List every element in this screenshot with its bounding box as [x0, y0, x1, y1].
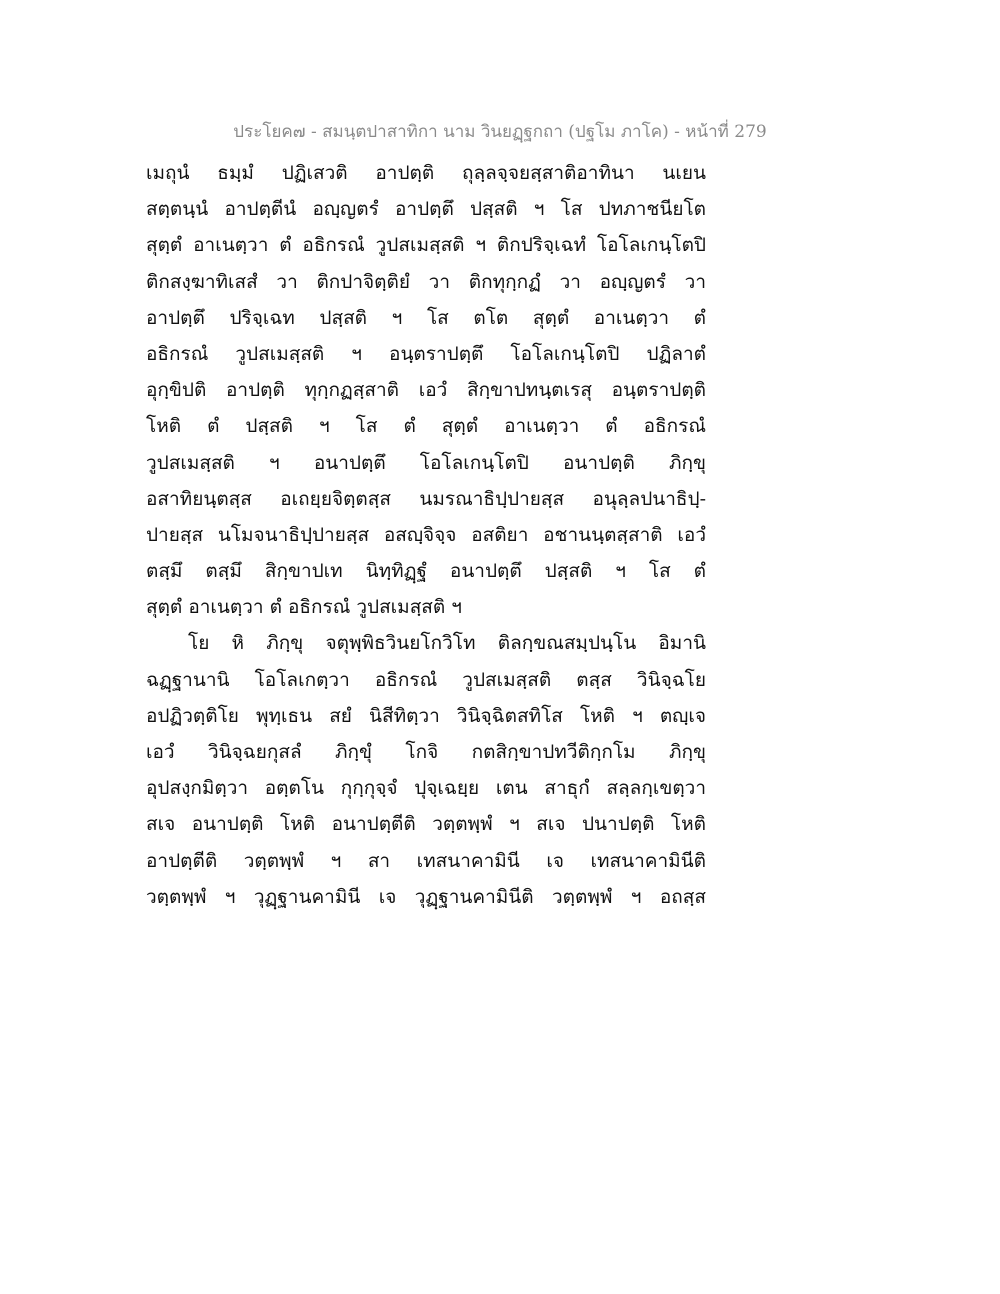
text-line: โย หิ ภิกฺขุ จตุพฺพิธวินยโกวิโท ติลกฺขณสมฺปนฺโน อิมานิ	[188, 632, 706, 655]
text-line: โหติ ตํ ปสฺสติ ฯ โส ตํ สุตฺตํ อาเนตฺวา ตํ อธิกรณํ	[146, 415, 706, 438]
text-line: อาปตฺตีติ วตฺตพฺพํ ฯ สา เทสนาคามินี เจ เทสนาคามินีติ	[146, 849, 706, 872]
text-line: สุตฺตํ อาเนตฺวา ตํ อธิกรณํ วูปสเมสฺสติ ฯ	[146, 596, 462, 619]
text-line: ฉฏฺฐานานิ โอโลเกตฺวา อธิกรณํ วูปสเมสฺสติ ตสฺส วินิจฺฉโย	[146, 668, 706, 691]
body-text	[146, 155, 706, 915]
text-line: อปฏิวตฺติโย พุทฺเธน สยํ นิสีทิตฺวา วินิจฺฉิตสทิโส โหติ ฯ ตญฺเจ	[146, 704, 706, 727]
text-line: อสาทิยนฺตสฺส อเถยฺยจิตฺตสฺส นมรณาธิปฺปายสฺส อนุลฺลปนาธิปฺ-	[146, 487, 706, 510]
text-line: สเจ อนาปตฺติ โหติ อนาปตฺตีติ วตฺตพฺพํ ฯ สเจ ปนาปตฺติ โหติ	[146, 813, 706, 836]
paragraph-2	[146, 625, 706, 915]
text-line: วูปสเมสฺสติ ฯ อนาปตฺตึ โอโลเกนฺโตปิ อนาปตฺติ ภิกฺขุ	[146, 451, 706, 474]
text-line: อุกฺขิปติ อาปตฺติ ทุกฺกฏสฺสาติ เอวํ สิกฺขาปทนฺตเรสุ อนฺตราปตฺติ	[146, 379, 706, 402]
text-line: อธิกรณํ วูปสเมสฺสติ ฯ อนฺตราปตฺตึ โอโลเกนฺโตปิ ปฏิลาตํ	[146, 342, 706, 365]
text-line: เมถุนํ ธมฺมํ ปฏิเสวติ อาปตฺติ ถุลฺลจฺจยสฺสาติอาทินา นเยน	[146, 162, 706, 184]
text-line: อุปสงฺกมิตฺวา อตฺตโน กุกฺกุจฺจํ ปุจฺเฉยฺย เตน สาธุกํ สลฺลกฺเขตฺวา	[146, 777, 706, 800]
text-line: วตฺตพฺพํ ฯ วุฏฺฐานคามินี เจ วุฏฺฐานคามินีติ วตฺตพฺพํ ฯ อถสฺส	[146, 885, 706, 908]
text-line: อาปตฺตึ ปริจฺเฉท ปสฺสติ ฯ โส ตโต สุตฺตํ อาเนตฺวา ตํ	[146, 306, 706, 329]
text-line: ปายสฺส นโมจนาธิปฺปายสฺส อสญฺจิจฺจ อสติยา อชานนฺตสฺสาติ เอวํ	[146, 523, 706, 546]
text-line: ติกสงฺฆาทิเสสํ วา ติกปาจิตฺติยํ วา ติกทุกฺกฏํ วา อญฺญตรํ วา	[146, 270, 706, 293]
text-line: เอวํ วินิจฺฉยกุสลํ ภิกฺขุํ โกจิ กตสิกฺขาปทวีติกฺกโม ภิกฺขุ	[146, 741, 706, 763]
text-line: สุตฺตํ อาเนตฺวา ตํ อธิกรณํ วูปสเมสฺสติ ฯ ติกปริจฺเฉทํ โอโลเกนฺโตปิ	[146, 234, 706, 257]
page-header: ประโยค๗ - สมนฺตปาสาทิกา นาม วินยฏฺฐกถา (ปฐโม ภาโค) - หน้าที่ 279	[233, 122, 767, 142]
paragraph-1	[146, 155, 706, 625]
text-line: ตสฺมึ ตสฺมึ สิกฺขาปเท นิทฺทิฏฺฐํ อนาปตฺตึ ปสฺสติ ฯ โส ตํ	[146, 560, 706, 583]
text-line: สตฺตนฺนํ อาปตฺตีนํ อญฺญตรํ อาปตฺตึ ปสฺสติ ฯ โส ปทภาชนียโต	[146, 198, 706, 221]
